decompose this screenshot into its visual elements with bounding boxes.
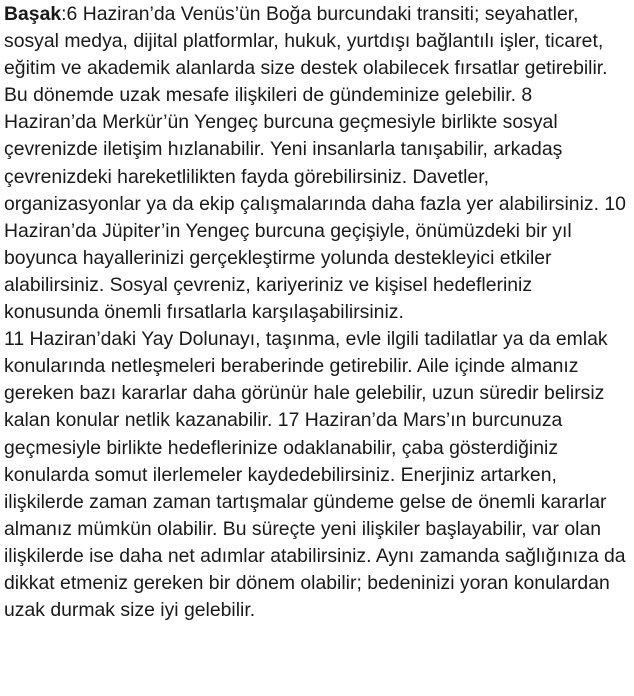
- paragraph-2: 11 Haziran’daki Yay Dolunayı, taşınma, evle ilgili tadilatlar ya da emlak konularında netleşmeleri beraberinde getirebilir. Aile içinde almanız gereken bazı kararlar daha görünür hale gelebilir, uzun süredir belirsiz kalan konular netlik kazanabilir. 17 Haziran’da Mars’ın burcunuza geçmesiyle birlikte hedeflerinize odaklanabilir, çaba gösterdiğiniz konularda somut ilerlemeler kaydedebilirsiniz. Enerjiniz artarken, ilişkilerde zaman zaman tartışmalar gündeme gelse de önemli kararlar almanız mümkün olabilir. Bu süreçte yeni ilişkiler başlayabilir, var olan ilişkilerde ise daha net adımlar atabilirsiniz. Aynı zamanda sağlığınıza da dikkat etmeniz gereken bir dönem olabilir; bedeninizi yoran konulardan uzak durmak size iyi gelebilir.: [4, 328, 626, 622]
- paragraph-1: [4, 1, 628, 326]
- paragraph-1-text: :6 Haziran’da Venüs’ün Boğa burcundaki transiti; seyahatler, sosyal medya, dijital platformlar, hukuk, yurtdışı bağlantılı işler, ticaret, eğitim ve akademik alanlarda size destek olabilecek fırsatlar getirebilir. Bu dönemde uzak mesafe ilişkileri de gündeminize gelebilir. 8 Haziran’da Merkür’ün Yengeç burcuna geçmesiyle birlikte sosyal çevrenizde iletişim hızlanabilir. Yeni insanlarla tanışabilir, arkadaş çevrenizdeki hareketlilikten fayda görebilirsiniz. Davetler, organizasyonlar ya da ekip çalışmalarında daha fazla yer alabilirsiniz. 10 Haziran’da Jüpiter’in Yengeç burcuna geçişiyle, önümüzdeki bir yıl boyunca hayallerinizi gerçekleştirme yolunda destekleyici etkiler alabilirsiniz. Sosyal çevreniz, kariyeriniz ve kişisel hedefleriniz konusunda önemli fırsatlarla karşılaşabilirsiniz.: [4, 3, 626, 324]
- sign-name: Başak: [4, 3, 62, 25]
- horoscope-article: [0, 1, 634, 624]
